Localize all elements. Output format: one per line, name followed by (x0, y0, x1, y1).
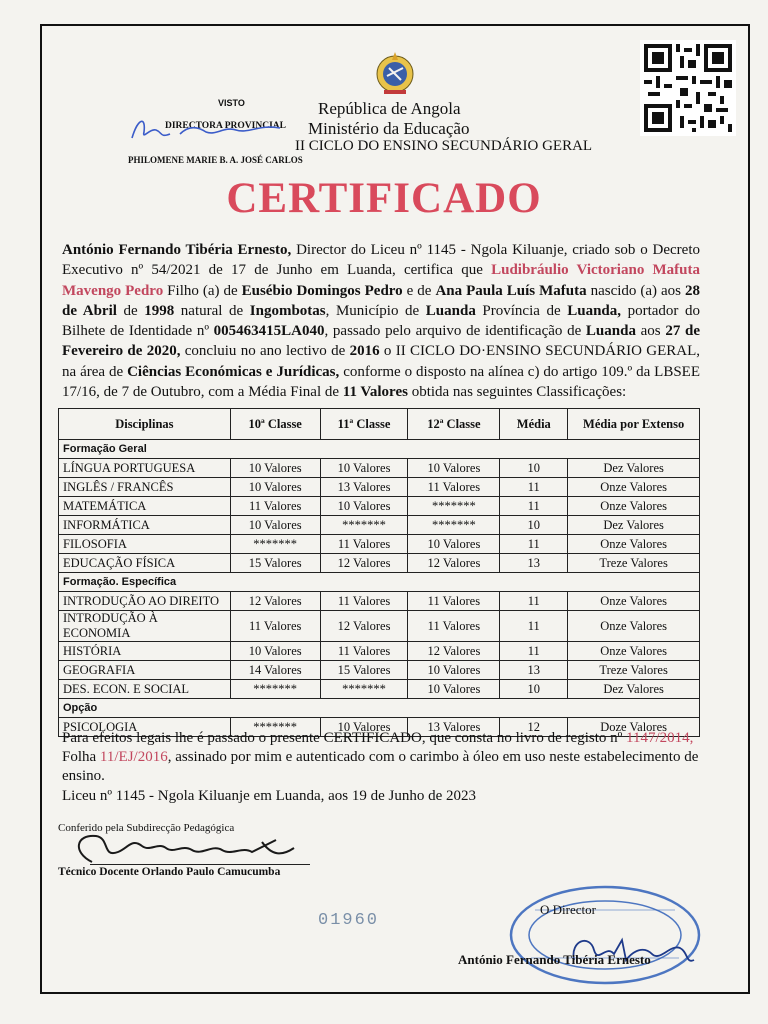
grade-cell: 11 (500, 478, 568, 497)
section-title: Opção (59, 699, 700, 718)
director-signature-name: António Fernando Tibéria Ernesto (458, 952, 651, 967)
grade-cell: 11 Valores (320, 642, 408, 661)
conferido-label: Conferido pela Subdirecção Pedagógica (58, 822, 235, 834)
signature-line (90, 864, 310, 865)
grade-cell: Onze Valores (568, 642, 700, 661)
grade-cell: 10 Valores (320, 497, 408, 516)
grade-cell: 15 Valores (230, 554, 320, 573)
table-header: 11ª Classe (320, 409, 408, 440)
table-row (59, 642, 700, 661)
grade-cell: 11 (500, 642, 568, 661)
grade-cell: Doze Valores (568, 718, 700, 737)
grade-cell: 11 (500, 497, 568, 516)
grade-cell: Onze Valores (568, 497, 700, 516)
grade-cell: 10 Valores (230, 459, 320, 478)
subject-name: EDUCAÇÃO FÍSICA (59, 554, 231, 573)
grade-cell: 11 Valores (408, 592, 500, 611)
ministry-title: Ministério da Educação (308, 119, 470, 138)
registo-number: 1147/2014, (626, 730, 694, 746)
grade-cell: 10 (500, 680, 568, 699)
table-row (59, 497, 700, 516)
grades-table (58, 408, 700, 737)
grade-cell: 14 Valores (230, 661, 320, 680)
grade-cell: 12 Valores (408, 642, 500, 661)
grade-cell: Dez Valores (568, 680, 700, 699)
provincial-signature (120, 98, 300, 148)
grade-cell: Onze Valores (568, 535, 700, 554)
subject-name: INTRODUÇÃO AO DIREITO (59, 592, 231, 611)
grade-cell: 11 (500, 592, 568, 611)
o-director-label: O Director (540, 902, 596, 917)
grade-cell: 11 Valores (408, 611, 500, 642)
grade-cell: 10 Valores (408, 535, 500, 554)
subject-name: PSICOLOGIA (59, 718, 231, 737)
grade-cell: 10 Valores (320, 718, 408, 737)
grade-cell: Dez Valores (568, 459, 700, 478)
student-name: Ludibráulio Victoriano Mafuta Mavengo Pedro (62, 262, 700, 299)
director-signature (560, 920, 700, 980)
table-row (59, 554, 700, 573)
subject-name: HISTÓRIA (59, 642, 231, 661)
grade-cell: ******* (230, 680, 320, 699)
table-header: 10ª Classe (230, 409, 320, 440)
grade-cell: 11 (500, 611, 568, 642)
closing-paragraph: Para efeitos legais lhe é passado o presente CERTIFICADO, que consta no livro de registo nº 1147/2014, Folha 11/EJ/2016, assinado por mim e autenticado com o carimbo à óleo em uso neste estabelecimento de ensino. (62, 730, 699, 784)
grade-cell: Dez Valores (568, 516, 700, 535)
table-row (59, 592, 700, 611)
tecnico-name: Técnico Docente Orlando Paulo Camucumba (58, 866, 281, 878)
table-row (59, 680, 700, 699)
grade-cell: ******* (408, 497, 500, 516)
section-row (59, 573, 700, 592)
certificate-title: CERTIFICADO (226, 175, 542, 222)
subject-name: LÍNGUA PORTUGUESA (59, 459, 231, 478)
grade-cell: 10 Valores (408, 680, 500, 699)
grade-cell: 12 Valores (320, 611, 408, 642)
subject-name: INTRODUÇÃO À ECONOMIA (59, 611, 231, 642)
section-row (59, 699, 700, 718)
grade-cell: 13 (500, 661, 568, 680)
subject-name: MATEMÁTICA (59, 497, 231, 516)
grade-cell: ******* (230, 535, 320, 554)
grade-cell: ******* (320, 516, 408, 535)
grade-cell: 13 (500, 554, 568, 573)
subject-name: INFORMÁTICA (59, 516, 231, 535)
grade-cell: Treze Valores (568, 661, 700, 680)
table-row (59, 516, 700, 535)
grade-cell: 10 Valores (320, 459, 408, 478)
grade-cell: 15 Valores (320, 661, 408, 680)
subject-name: DES. ECON. E SOCIAL (59, 680, 231, 699)
grade-cell: 11 Valores (320, 535, 408, 554)
table-row (59, 661, 700, 680)
grade-cell: Treze Valores (568, 554, 700, 573)
table-header: Média por Extenso (568, 409, 700, 440)
table-header-row (59, 409, 700, 440)
grade-cell: 12 Valores (230, 592, 320, 611)
table-row (59, 535, 700, 554)
grade-cell: Onze Valores (568, 478, 700, 497)
grade-cell: 12 Valores (408, 554, 500, 573)
grade-cell: 12 Valores (320, 554, 408, 573)
table-row (59, 478, 700, 497)
grade-cell: 10 Valores (230, 642, 320, 661)
subject-name: FILOSOFIA (59, 535, 231, 554)
grade-cell: 11 Valores (408, 478, 500, 497)
grade-cell: 12 (500, 718, 568, 737)
section-title: Formação. Específica (59, 573, 700, 592)
grade-cell: ******* (408, 516, 500, 535)
grade-cell: 11 (500, 535, 568, 554)
grade-cell: ******* (320, 680, 408, 699)
grade-cell: 10 Valores (230, 478, 320, 497)
grade-cell: 11 Valores (230, 611, 320, 642)
section-title: Formação Geral (59, 440, 700, 459)
table-row (59, 459, 700, 478)
grade-cell: Onze Valores (568, 611, 700, 642)
grade-cell: 10 Valores (408, 661, 500, 680)
visto-label: VISTO (218, 98, 245, 108)
place-date: Liceu nº 1145 - Ngola Kiluanje em Luanda, aos 19 de Junho de 2023 (62, 788, 476, 804)
grade-cell: 11 Valores (230, 497, 320, 516)
directora-provincial-label: DIRECTORA PROVINCIAL (165, 121, 286, 131)
table-row (59, 611, 700, 642)
grade-cell: ******* (230, 718, 320, 737)
table-header: Média (500, 409, 568, 440)
grade-cell: 11 Valores (320, 592, 408, 611)
grade-cell: 10 (500, 516, 568, 535)
angola-emblem-icon (370, 48, 420, 96)
folha-number: 11/EJ/2016 (99, 749, 168, 765)
grade-cell: 10 (500, 459, 568, 478)
table-header: Disciplinas (59, 409, 231, 440)
table-header: 12ª Classe (408, 409, 500, 440)
grade-cell: 10 Valores (230, 516, 320, 535)
certificate-body: António Fernando Tibéria Ernesto, Director do Liceu nº 1145 - Ngola Kiluanje, criado sob o Decreto Executivo nº 54/2021 de 17 de Junho em Luanda, certifica que Ludibráulio Victoriano Mafuta Mavengo Pedro Filho (a) de Eusébio Domingos Pedro e de Ana Paula Luís Mafuta nascido (a) aos 28 de Abril de 1998 natural de Ingombotas, Município de Luanda Província de Luanda, portador do Bilhete de Identidade nº 005463415LA040, passado pelo arquivo de identificação de Luanda aos 27 de Fevereiro de 2020, concluiu no ano lectivo de 2016 o II CICLO DO·ENSINO SECUNDÁRIO GERAL, na área de Ciências Económicas e Jurídicas, conforme o disposto na alínea c) do artigo 109.º da LBSEE 17/16, de 7 de Outubro, com a Média Final de 11 Valores obtida nas seguintes Classificações: (62, 242, 701, 401)
section-row (59, 440, 700, 459)
stamp-number: 01960 (318, 911, 380, 930)
cycle-title: II CICLO DO ENSINO SECUNDÁRIO GERAL (295, 138, 593, 154)
republic-title: República de Angola (318, 99, 461, 118)
subject-name: GEOGRAFIA (59, 661, 231, 680)
grade-cell: 13 Valores (320, 478, 408, 497)
qr-code (640, 40, 736, 136)
grade-cell: 13 Valores (408, 718, 500, 737)
directora-name: PHILOMENE MARIE B. A. JOSÉ CARLOS (128, 155, 303, 165)
subject-name: INGLÊS / FRANCÊS (59, 478, 231, 497)
grade-cell: Onze Valores (568, 592, 700, 611)
grade-cell: 10 Valores (408, 459, 500, 478)
